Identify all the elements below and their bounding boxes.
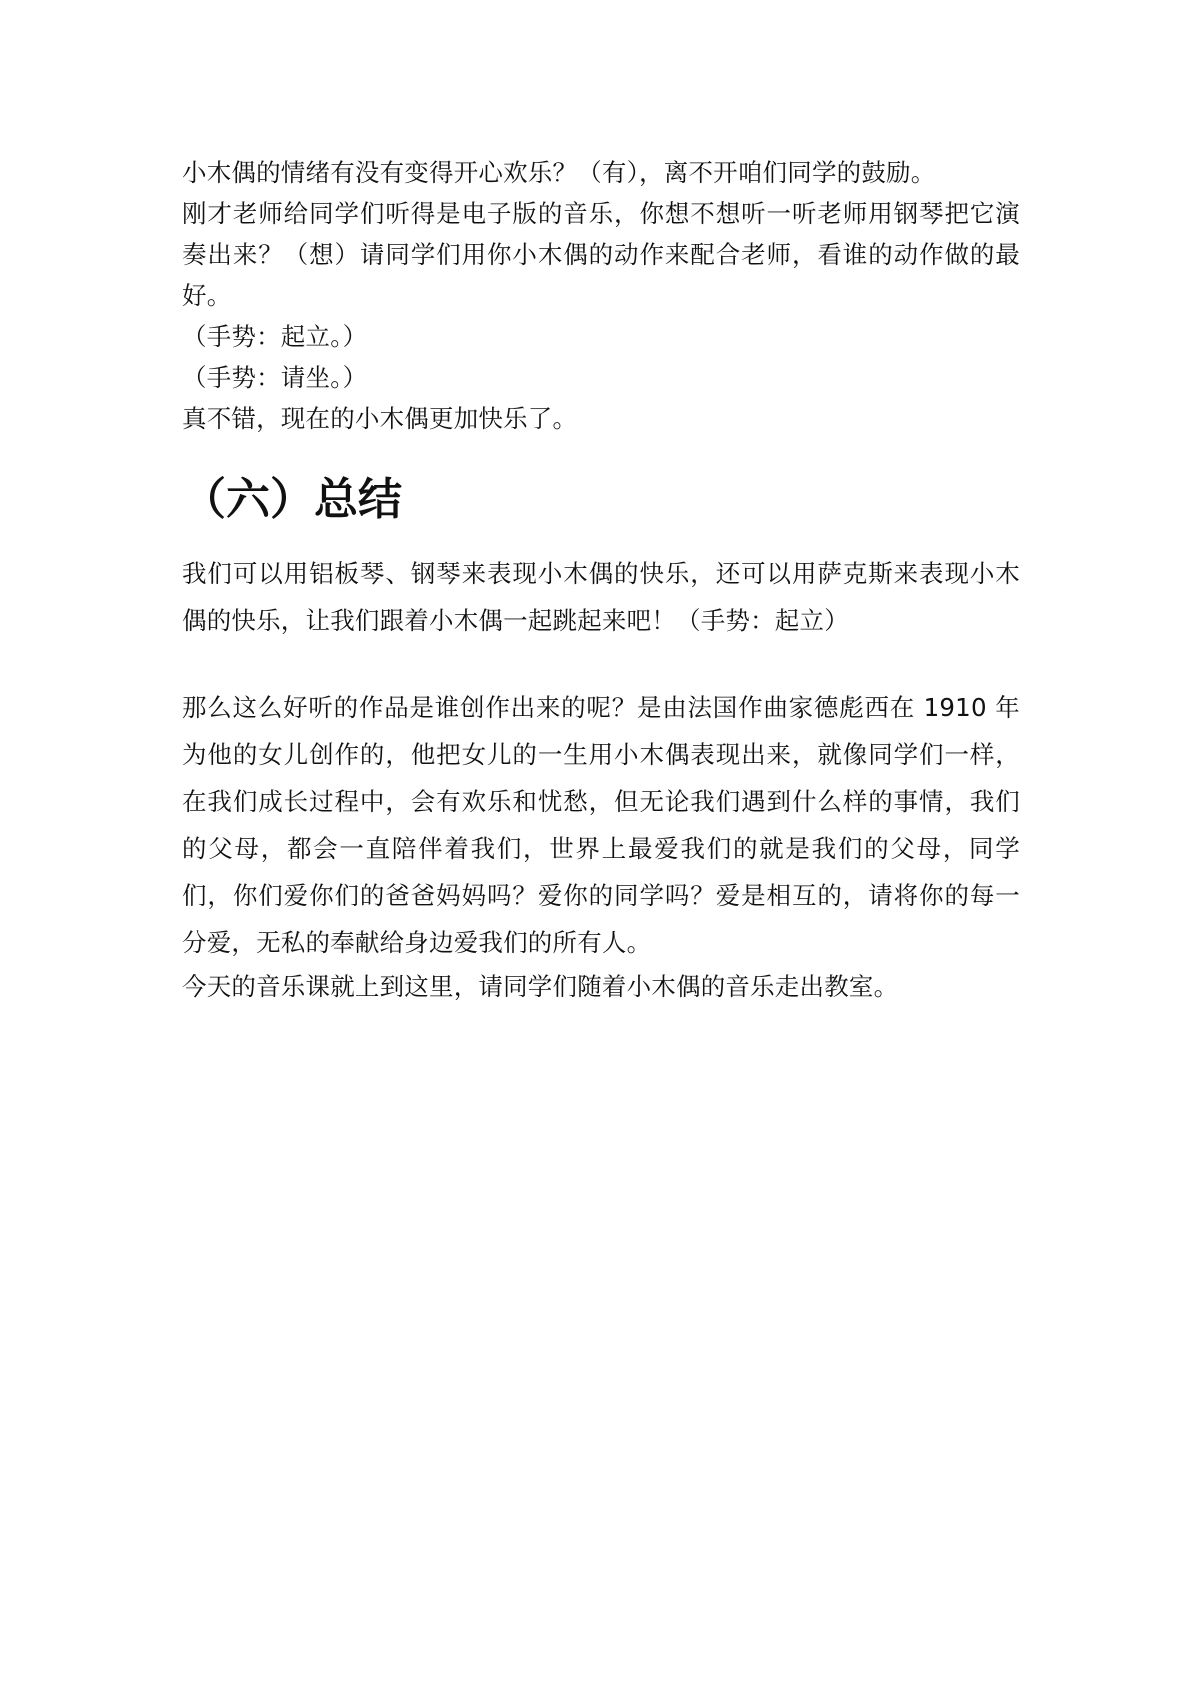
paragraph-composer: 那么这么好听的作品是谁创作出来的呢？是由法国作曲家德彪西在 1910 年为他的女儿创作的，他把女儿的一生用小木偶表现出来，就像同学们一样，在我们成长过程中，会有欢乐和忧愁，但无论我们遇到什么样的事情，我们的父母，都会一直陪伴着我们，世界上最爱我们的就是我们的父母，同学们，你们爱你们的爸爸妈妈吗？爱你的同学吗？爱是相互的，请将你的每一分爱，无私的奉献给身边爱我们的所有人。 <box>182 693 1020 957</box>
section-heading-summary: （六）总结 <box>182 474 402 525</box>
gesture-stand-up: （手势：起立。） <box>182 322 368 351</box>
paragraph-puppet-mood: 小木偶的情绪有没有变得开心欢乐？（有），离不开咱们同学的鼓励。 <box>182 158 936 187</box>
gesture-sit-down: （手势：请坐。） <box>182 363 368 392</box>
composer-section <box>182 684 1020 1007</box>
paragraph-happier-puppet: 真不错，现在的小木偶更加快乐了。 <box>182 404 578 433</box>
summary-section <box>182 550 1020 644</box>
top-section <box>182 152 1020 439</box>
paragraph-instruments: 我们可以用铝板琴、钢琴来表现小木偶的快乐，还可以用萨克斯来表现小木偶的快乐，让我们跟着小木偶一起跳起来吧！（手势：起立） <box>182 559 1020 635</box>
paragraph-closing: 今天的音乐课就上到这里，请同学们随着小木偶的音乐走出教室。 <box>182 972 899 1001</box>
paragraph-piano-performance: 刚才老师给同学们听得是电子版的音乐，你想不想听一听老师用钢琴把它演奏出来？（想）请同学们用你小木偶的动作来配合老师，看谁的动作做的最好。 <box>182 199 1020 310</box>
